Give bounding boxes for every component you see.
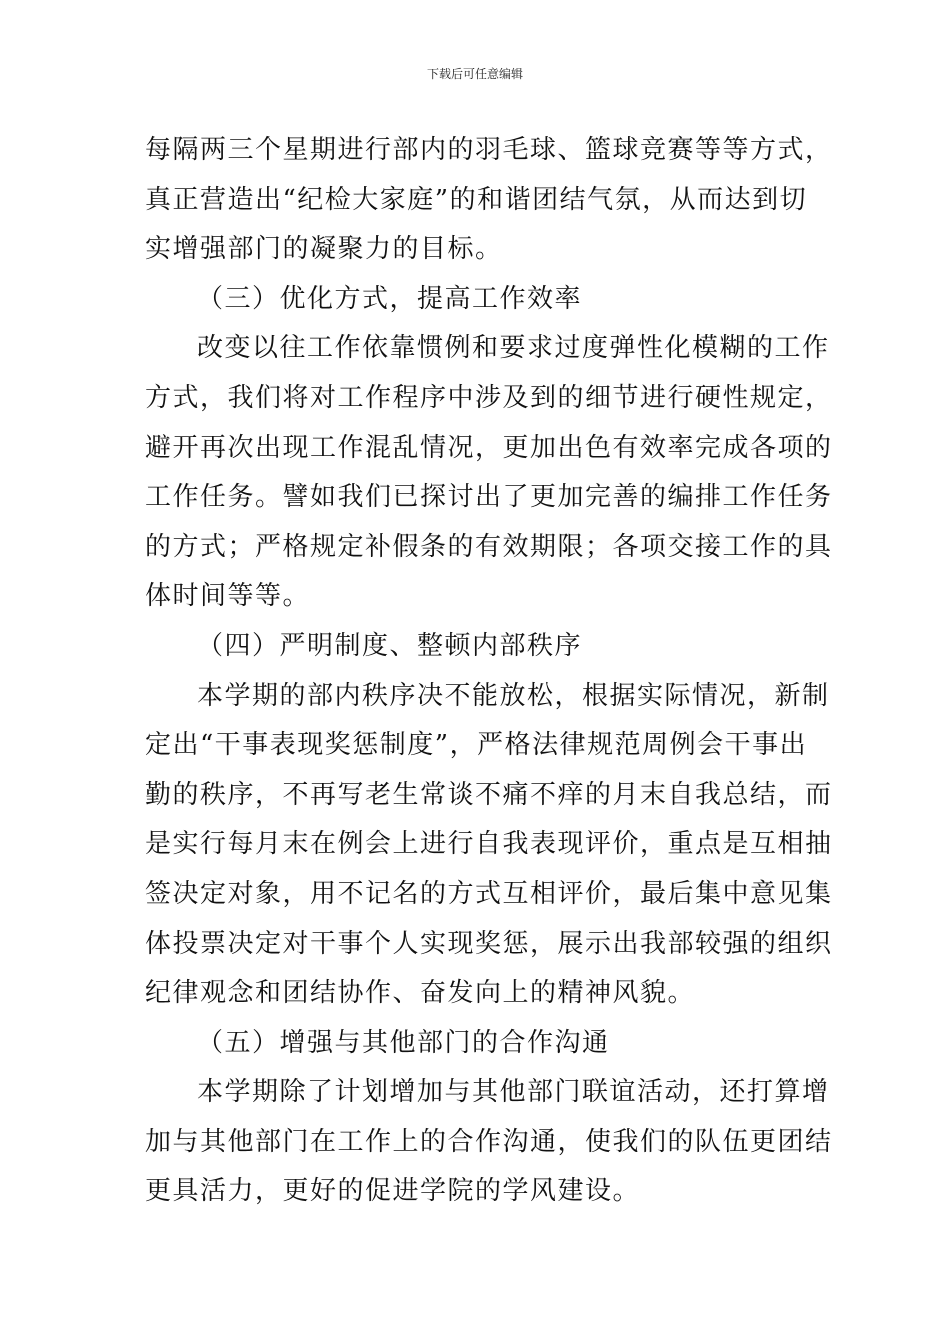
section-heading: [145, 275, 809, 325]
text-line: 每隔两三个星期进行部内的羽毛球、篮球竞赛等等方式，: [145, 135, 833, 165]
section-heading-text: （五）增强与其他部门的合作沟通: [197, 1027, 610, 1058]
text-line: 体时间等等。: [145, 581, 311, 612]
paragraph: [145, 1068, 833, 1217]
text-line: 签决定对象，用不记名的方式互相评价，最后集中意见集: [145, 878, 833, 909]
text-line: 避开再次出现工作混乱情况，更加出色有效率完成各项的: [145, 432, 833, 463]
text-line: 纪律观念和团结协作、奋发向上的精神风貌。: [145, 978, 696, 1009]
text-line: 定出“干事表现奖惩制度”，严格法律规范周例会干事出: [145, 730, 808, 761]
text-line: 加与其他部门在工作上的合作沟通，使我们的队伍更团结: [145, 1126, 833, 1157]
paragraph: [145, 324, 833, 622]
text-line: 工作任务。譬如我们已探讨出了更加完善的编排工作任务: [145, 482, 833, 513]
text-line: 的方式；严格规定补假条的有效期限；各项交接工作的具: [145, 531, 833, 562]
text-line: 体投票决定对干事个人实现奖惩，展示出我部较强的组织: [145, 928, 833, 959]
text-line: 本学期除了计划增加与其他部门联谊活动，还打算增: [197, 1077, 830, 1108]
section-heading-text: （三）优化方式，提高工作效率: [197, 283, 583, 314]
text-line: 改变以往工作依靠惯例和要求过度弹性化模糊的工作: [197, 333, 830, 364]
text-line: 勤的秩序，不再写老生常谈不痛不痒的月末自我总结，而: [145, 779, 833, 810]
text-line: 实增强部门的凝聚力的目标。: [145, 234, 503, 265]
text-line: 更具活力，更好的促进学院的学风建设。: [145, 1176, 641, 1207]
paragraph: [145, 126, 833, 275]
text-line: 本学期的部内秩序决不能放松，根据实际情况，新制: [197, 680, 830, 711]
text-line: 真正营造出“纪检大家庭”的和谐团结气氛，从而达到切: [145, 184, 808, 215]
page-header: 下载后可任意编辑: [426, 67, 523, 81]
section-heading: [145, 622, 809, 672]
paragraph: [145, 672, 833, 1019]
text-line: 方式，我们将对工作程序中涉及到的细节进行硬性规定，: [145, 382, 833, 413]
document-body: [145, 126, 833, 1217]
section-heading: [145, 1019, 809, 1069]
text-line: 是实行每月末在例会上进行自我表现评价，重点是互相抽: [145, 829, 833, 860]
section-heading-text: （四）严明制度、整顿内部秩序: [197, 630, 583, 661]
